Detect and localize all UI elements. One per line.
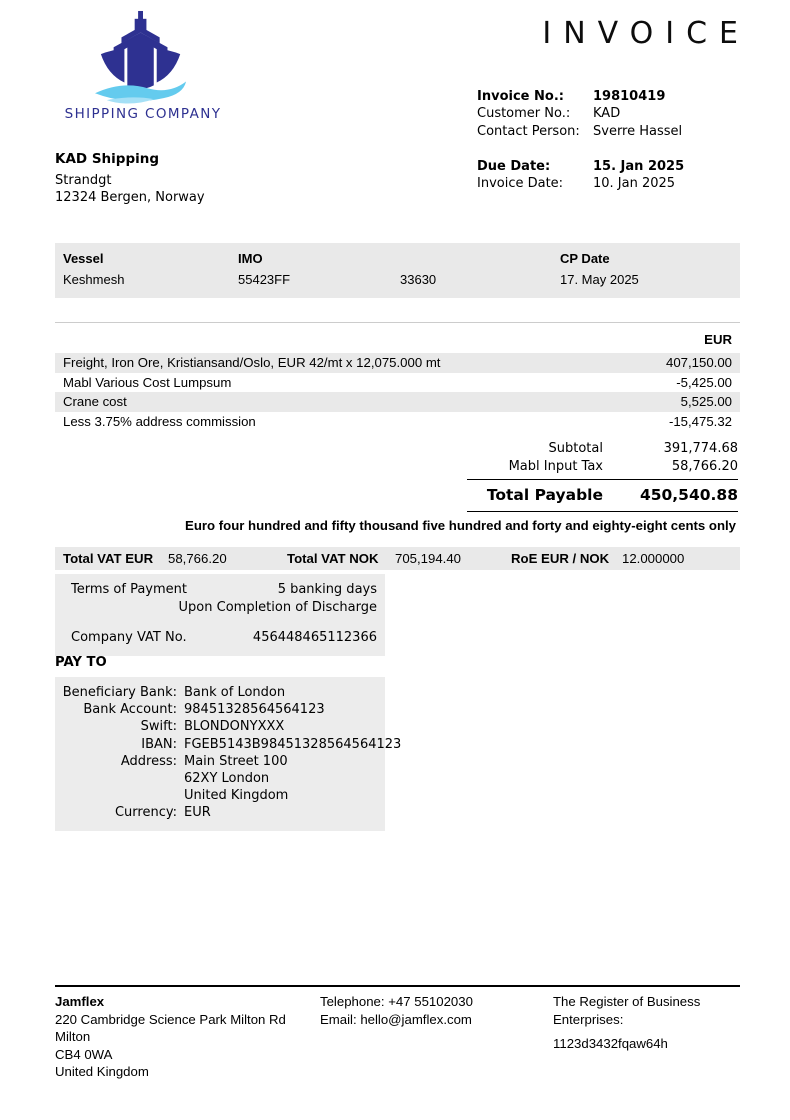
pay-to-row — [55, 753, 385, 770]
vat-summary-bar — [55, 547, 740, 570]
sender-address-line: Strandgt — [55, 172, 112, 188]
pay-to-row — [55, 718, 385, 735]
meta-value: 10. Jan 2025 — [593, 176, 676, 192]
meta-label: Due Date: — [477, 159, 551, 174]
bank-account-value: 98451328564564123 — [184, 702, 325, 718]
telephone-value: +47 55102030 — [388, 994, 473, 1009]
iban-label: IBAN: — [141, 736, 177, 752]
meta-value: 15. Jan 2025 — [593, 159, 685, 174]
bank-account-label: Bank Account: — [83, 702, 177, 718]
item-description: Less 3.75% address commission — [63, 413, 256, 429]
footer-address-line: Milton — [55, 1029, 91, 1044]
invoice-date-row — [477, 175, 742, 192]
total-payable-row — [467, 480, 738, 512]
invoice-number-row — [477, 88, 742, 105]
item-description: Mabl Various Cost Lumpsum — [63, 374, 232, 390]
pay-to-row — [55, 787, 385, 804]
currency-value: EUR — [184, 805, 211, 821]
meta-label: Invoice Date: — [477, 176, 564, 192]
amount-in-words: Euro four hundred and fifty thousand five hundred and forty and eighty-eight cents only — [185, 518, 736, 533]
terms-label: Terms of Payment — [71, 582, 187, 597]
meta-label: Contact Person: — [477, 123, 580, 139]
pay-to-box — [55, 677, 402, 831]
vessel-code-cell: 33630 — [400, 272, 437, 287]
company-vat-row — [71, 629, 377, 647]
vessel-name-cell: Keshmesh — [63, 272, 125, 287]
company-logo — [58, 10, 228, 122]
sender-address-line: 12324 Bergen, Norway — [55, 190, 205, 205]
footer-company — [55, 993, 305, 1081]
subtotal-label: Subtotal — [548, 441, 603, 456]
ship-icon — [58, 10, 228, 104]
empty-label — [55, 787, 177, 804]
sender-block — [55, 151, 205, 207]
pay-to-row — [55, 701, 385, 718]
item-amount: 5,525.00 — [680, 394, 732, 409]
iban-value: FGEB5143B98451328564564123 — [184, 736, 402, 752]
currency-header: EUR — [704, 332, 732, 347]
line-item-row — [55, 392, 740, 412]
total-payable-value: 450,540.88 — [639, 486, 738, 504]
item-description: Freight, Iron Ore, Kristiansand/Oslo, EUR 42/mt x 12,075.000 mt — [63, 355, 441, 370]
page-title: INVOICE — [542, 16, 750, 51]
terms-value-line1: 5 banking days — [277, 582, 377, 597]
vessel-table-header — [63, 250, 732, 267]
address-value-line1: Main Street 100 — [184, 753, 288, 769]
customer-number-row — [477, 105, 742, 122]
invoice-meta — [477, 88, 742, 140]
email-value: hello@jamflex.com — [360, 1011, 472, 1027]
pay-to-row — [55, 770, 385, 787]
footer-registry — [553, 993, 718, 1053]
line-item-row — [55, 373, 740, 393]
imo-cell: 55423FF — [238, 272, 291, 287]
subtotal-value: 391,774.68 — [663, 441, 738, 456]
currency-label: Currency: — [114, 805, 177, 821]
empty-label — [55, 770, 177, 787]
pay-to-row — [55, 804, 385, 821]
cp-date-header-cell: CP Date — [560, 251, 610, 266]
registry-value: 1123d3432fqaw64h — [553, 1036, 668, 1051]
vessel-table — [55, 243, 740, 298]
vat-nok-label: Total VAT NOK — [287, 551, 379, 566]
pay-to-row — [55, 684, 385, 701]
vat-nok-value: 705,194.40 — [395, 551, 462, 566]
tax-label: Mabl Input Tax — [508, 459, 603, 474]
item-amount: 407,150.00 — [665, 355, 732, 370]
vessel-table-row — [63, 271, 732, 288]
meta-value: 19810419 — [593, 89, 666, 104]
footer-telephone-row — [320, 993, 540, 1011]
vessel-header-cell: Vessel — [63, 251, 104, 266]
spacer — [71, 616, 377, 629]
line-item-row — [55, 353, 740, 373]
line-item-row — [55, 412, 740, 432]
roe-value: 12.000000 — [622, 551, 685, 566]
subtotal-row — [467, 440, 738, 458]
terms-box — [55, 574, 385, 656]
vat-eur-label: Total VAT EUR — [63, 551, 154, 566]
line-items-table — [55, 322, 740, 431]
footer-address-line: United Kingdom — [55, 1064, 149, 1079]
roe-label: RoE EUR / NOK — [511, 551, 610, 566]
cp-date-cell: 17. May 2025 — [560, 272, 639, 287]
terms-row — [71, 581, 377, 599]
company-name: SHIPPING COMPANY — [64, 106, 222, 122]
footer-company-name: Jamflex — [55, 994, 105, 1009]
tax-row — [467, 458, 738, 476]
item-description: Crane cost — [63, 394, 127, 409]
beneficiary-bank-value: Bank of London — [184, 685, 286, 700]
swift-label: Swift: — [140, 719, 177, 735]
beneficiary-bank-label: Beneficiary Bank: — [62, 685, 177, 700]
footer-address-line: 220 Cambridge Science Park Milton Rd — [55, 1011, 286, 1027]
address-value-line2: 62XY London — [184, 771, 270, 787]
meta-value: KAD — [593, 106, 621, 122]
pay-to-heading: PAY TO — [55, 655, 107, 670]
meta-value: Sverre Hassel — [593, 123, 683, 139]
totals-block — [467, 440, 738, 512]
vat-eur-value: 58,766.20 — [168, 551, 227, 566]
tax-value: 58,766.20 — [671, 459, 738, 474]
meta-label: Invoice No.: — [477, 89, 564, 104]
footer-divider — [55, 985, 740, 987]
pay-to-row — [55, 736, 402, 753]
footer-email-row — [320, 1011, 540, 1029]
company-vat-value: 456448465112366 — [252, 630, 377, 645]
terms-value-line2: Upon Completion of Discharge — [178, 599, 377, 615]
contact-person-row — [477, 123, 742, 140]
email-label: Email: — [320, 1011, 357, 1027]
item-amount: -15,475.32 — [668, 413, 732, 429]
sender-name: KAD Shipping — [55, 151, 160, 167]
meta-label: Customer No.: — [477, 106, 571, 122]
company-vat-label: Company VAT No. — [71, 630, 187, 645]
address-label: Address: — [120, 753, 177, 769]
invoice-dates — [477, 158, 742, 193]
footer-address-line: CB4 0WA — [55, 1046, 113, 1062]
imo-header-cell: IMO — [238, 251, 263, 266]
due-date-row — [477, 158, 742, 175]
empty-header-cell — [400, 250, 560, 267]
address-value-line3: United Kingdom — [184, 788, 289, 804]
total-payable-label: Total Payable — [486, 486, 603, 504]
footer-contact — [320, 993, 540, 1028]
telephone-label: Telephone: — [320, 994, 385, 1009]
registry-label: The Register of Business Enterprises: — [553, 994, 701, 1027]
item-amount: -5,425.00 — [676, 374, 732, 390]
swift-value: BLONDONYXXX — [184, 719, 285, 735]
